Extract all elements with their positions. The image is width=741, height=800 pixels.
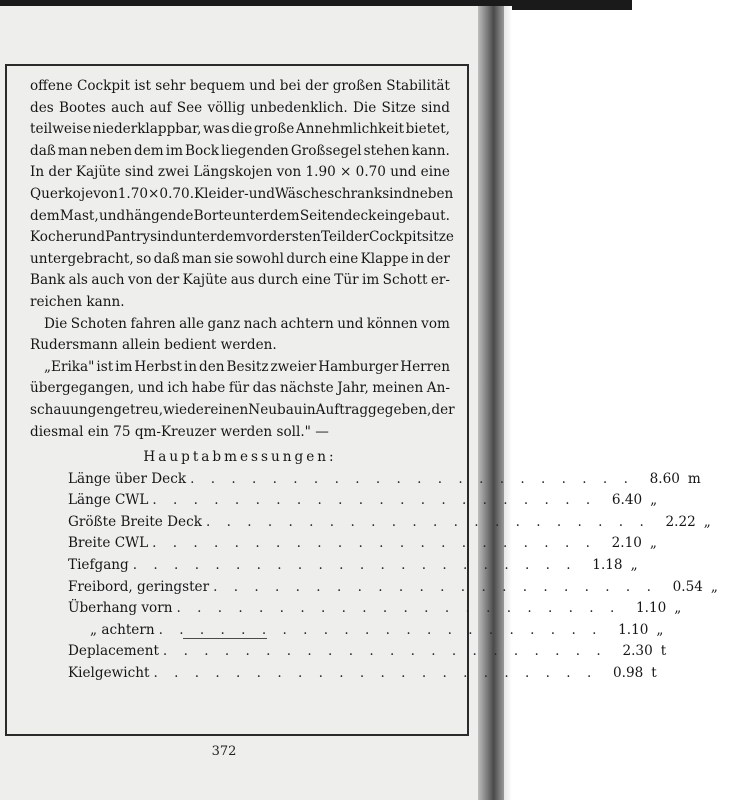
- word: im: [115, 358, 133, 375]
- word: gegeben,: [368, 401, 432, 418]
- word: liegenden: [221, 142, 289, 159]
- dimension-label: „ achtern: [90, 621, 155, 638]
- dimension-value: 1.10: [618, 621, 649, 638]
- text-line: [30, 227, 454, 249]
- word: Tür: [334, 272, 359, 289]
- word: und: [249, 78, 276, 94]
- word: In: [30, 164, 45, 181]
- word: und: [337, 315, 364, 332]
- word: durch: [286, 250, 327, 267]
- word: in: [411, 250, 425, 267]
- word: man: [57, 142, 88, 159]
- word: ×: [148, 185, 160, 202]
- text-line: [30, 184, 454, 206]
- text-line: [30, 357, 450, 379]
- word: für: [228, 380, 250, 397]
- word: durch: [257, 272, 299, 289]
- word: fahren: [130, 315, 176, 332]
- word: und: [137, 380, 164, 397]
- word: sind: [124, 164, 154, 181]
- word: Herren: [400, 358, 450, 375]
- word: „Erika": [44, 358, 95, 375]
- word: der: [305, 78, 329, 94]
- word: Großsegel: [290, 142, 362, 159]
- word: wieder: [163, 401, 211, 418]
- dimension-label: Kielgewicht: [68, 665, 150, 682]
- dimension-row: [68, 598, 682, 620]
- word: bei: [279, 78, 301, 94]
- text-line: [30, 249, 450, 271]
- word: zweier: [270, 358, 317, 375]
- word: offene: [30, 78, 73, 94]
- section-end-rule: [183, 638, 267, 639]
- word: achtern: [280, 315, 334, 332]
- word: auf: [149, 99, 172, 116]
- word: Auftrag: [315, 401, 369, 418]
- word: Annehmlichkeit: [295, 121, 405, 138]
- word: große: [253, 121, 295, 138]
- word: Sitze: [381, 99, 416, 116]
- word: nächste: [279, 380, 334, 397]
- dot-leader: . . . . . . . . . . . . . . . . . . . . . .: [162, 643, 607, 660]
- word: auch: [111, 99, 145, 116]
- dimension-unit: „: [674, 600, 682, 617]
- dimension-value: 8.60: [649, 470, 680, 487]
- word: von: [276, 164, 302, 181]
- dimension-label: Überhang vorn: [68, 600, 173, 617]
- word: ×: [340, 164, 352, 181]
- word: Längskojen: [193, 164, 273, 181]
- word: habe: [191, 380, 226, 397]
- word: Die: [352, 99, 377, 116]
- dimension-label: Deplacement: [68, 643, 159, 660]
- dimension-row: [68, 641, 667, 663]
- dimension-row: [68, 490, 658, 512]
- word: der: [48, 164, 72, 181]
- word: Bootes: [59, 99, 106, 116]
- dimensions-table: [68, 469, 718, 685]
- word: hängende: [125, 207, 194, 224]
- word: Schott: [382, 272, 428, 289]
- word: und: [390, 164, 417, 181]
- word: ganz: [207, 315, 241, 332]
- text-line: [30, 141, 450, 163]
- word: Hamburger: [318, 358, 399, 375]
- word: Kocher: [30, 229, 79, 246]
- word: können: [366, 315, 418, 332]
- dimension-label: Länge CWL: [68, 492, 149, 509]
- word: ist: [96, 358, 114, 375]
- dimension-value: 2.30: [622, 643, 653, 660]
- word: einen: [210, 401, 249, 418]
- word: alle: [179, 315, 204, 332]
- dimension-unit: t: [651, 665, 657, 682]
- paragraph-schoten: [30, 314, 450, 357]
- dimension-unit: „: [649, 535, 657, 552]
- dimension-unit: „: [703, 513, 711, 530]
- word: Wäscheschrank: [274, 185, 383, 202]
- word: Seitendeck: [299, 207, 377, 224]
- word: der: [155, 272, 180, 289]
- word: getreu,: [113, 401, 164, 418]
- dimension-unit: „: [630, 557, 638, 574]
- word: dem: [134, 142, 164, 159]
- text-line: [30, 162, 450, 184]
- word: in: [183, 358, 198, 375]
- word: eingebaut.: [376, 207, 450, 224]
- word: bietet,: [405, 121, 450, 138]
- word: Bock: [185, 142, 220, 159]
- word: 0.70: [355, 164, 386, 181]
- word: so: [136, 250, 152, 267]
- dimension-unit: m: [687, 470, 701, 487]
- dimension-label: Länge über Deck: [68, 470, 187, 487]
- word: dem: [269, 207, 300, 224]
- word: eine: [329, 250, 359, 267]
- dot-leader: . . . . . . . . . . . . . . . . . . . . . .: [132, 557, 577, 574]
- text-line: [30, 378, 450, 400]
- word: den: [199, 358, 225, 375]
- word: Cockpit: [76, 78, 130, 94]
- word: sind: [382, 185, 411, 202]
- text-line: [30, 76, 450, 98]
- word: Borte: [193, 207, 232, 224]
- dot-leader: . . . . . . . . . . . . . . . . . . . . . .: [190, 470, 634, 487]
- text-line: diesmal ein 75 qm-Kreuzer werden soll." —: [30, 423, 329, 440]
- dimension-label: Freibord, geringster: [68, 578, 210, 595]
- word: Herbst: [134, 358, 182, 375]
- word: niederklappbar,: [92, 121, 202, 138]
- word: 1.90: [305, 164, 336, 181]
- text-line: Rudersmann allein bedient werden.: [30, 337, 277, 354]
- word: und: [99, 207, 126, 224]
- word: was: [202, 121, 230, 138]
- text-line: reichen kann.: [30, 293, 125, 310]
- dimension-value: 2.10: [611, 535, 642, 552]
- word: Kleider-: [194, 185, 249, 202]
- word: nach: [243, 315, 277, 332]
- text-line: [30, 98, 450, 120]
- word: ist: [134, 78, 151, 94]
- word: 0.70.: [159, 185, 195, 202]
- word: eine: [301, 272, 331, 289]
- word: Querkoje: [30, 185, 94, 202]
- word: kann.: [411, 142, 450, 159]
- word: und: [78, 229, 106, 246]
- word: Klappe: [360, 250, 409, 267]
- word: neben: [410, 185, 454, 202]
- dimension-value: 1.10: [636, 600, 667, 617]
- word: Stabilität: [386, 78, 450, 94]
- dimension-value: 1.18: [592, 557, 623, 574]
- text-line: [30, 206, 450, 228]
- dot-leader: . . . . . . . . . . . . . . . . . . . . . .: [213, 578, 657, 595]
- word: auch: [91, 272, 125, 289]
- word: man: [181, 250, 212, 267]
- page-number: 372: [211, 744, 237, 759]
- dimension-label: Tiefgang: [68, 557, 129, 574]
- word: die: [231, 121, 253, 138]
- word: schauungen: [30, 401, 114, 418]
- paragraph-cockpit: [30, 76, 454, 314]
- word: er-: [430, 272, 450, 289]
- word: übergegangen,: [30, 380, 135, 397]
- word: in: [302, 401, 316, 418]
- word: sind: [150, 229, 179, 246]
- dimension-value: 0.98: [613, 665, 644, 682]
- dimensions-heading: Hauptabmessungen:: [143, 449, 337, 466]
- word: unter: [232, 207, 270, 224]
- word: vom: [421, 315, 450, 332]
- word: See: [176, 99, 203, 116]
- word: völlig: [207, 99, 246, 116]
- word: daß: [153, 250, 180, 267]
- dimension-unit: „: [650, 492, 658, 509]
- word: aus: [230, 272, 255, 289]
- word: großen: [332, 78, 382, 94]
- dimension-value: 0.54: [672, 578, 703, 595]
- word: Pantry: [105, 229, 151, 246]
- word: als: [68, 272, 88, 289]
- dot-leader: . . . . . . . . . . . . . . . . . . . . . .: [152, 535, 596, 552]
- word: und: [248, 185, 275, 202]
- word: eine: [420, 164, 450, 181]
- word: Schoten: [70, 315, 127, 332]
- word: des: [30, 99, 54, 116]
- word: vordersten: [246, 229, 321, 246]
- word: Mast,: [59, 207, 99, 224]
- word: Die: [44, 315, 68, 332]
- dimension-row: [68, 663, 657, 685]
- word: dem: [216, 229, 247, 246]
- word: daß: [30, 142, 56, 159]
- dimension-label: Größte Breite Deck: [68, 513, 202, 530]
- word: bequem: [189, 78, 245, 94]
- dimension-row: [68, 469, 701, 491]
- dot-leader: . . . . . . . . . . . . . . . . . . . . . .: [205, 513, 650, 530]
- dimension-label: Breite CWL: [68, 535, 149, 552]
- word: Jahr,: [337, 380, 369, 397]
- word: der: [426, 250, 450, 267]
- word: dem: [30, 207, 60, 224]
- dimension-unit: „: [656, 621, 664, 638]
- word: das: [252, 380, 277, 397]
- word: sind: [421, 99, 450, 116]
- dimension-row: [68, 555, 638, 577]
- word: Cockpitsitze: [368, 229, 454, 246]
- word: teilweise: [30, 121, 92, 138]
- word: Kajüte: [75, 164, 121, 181]
- word: ich: [167, 380, 189, 397]
- text-line: [30, 400, 455, 422]
- dot-leader: . . . . . . . . . . . . . . . . . . . . . .: [153, 665, 598, 682]
- word: Teil: [320, 229, 346, 246]
- dimension-row: [68, 512, 711, 534]
- word: von: [93, 185, 118, 202]
- word: Besitz: [226, 358, 269, 375]
- dot-leader: . . . . . . . . . . . . . . . . . . . . . .: [176, 600, 621, 617]
- word: von: [127, 272, 153, 289]
- dimension-value: 2.22: [665, 513, 696, 530]
- word: Neubau: [248, 401, 303, 418]
- paragraph-erika: [30, 357, 455, 443]
- word: der: [431, 401, 455, 418]
- word: sie: [214, 250, 234, 267]
- dimension-value: 6.40: [611, 492, 643, 509]
- text-line: [30, 314, 450, 336]
- word: sowohl: [235, 250, 284, 267]
- word: zwei: [157, 164, 190, 181]
- word: im: [362, 272, 380, 289]
- word: stehen: [363, 142, 410, 159]
- word: 1.70: [117, 185, 149, 202]
- dimension-row: [68, 533, 657, 555]
- word: unbedenklich.: [250, 99, 348, 116]
- word: meinen: [372, 380, 424, 397]
- dimension-unit: „: [710, 578, 718, 595]
- word: im: [165, 142, 183, 159]
- word: unter: [178, 229, 217, 246]
- word: neben: [89, 142, 133, 159]
- word: untergebracht,: [30, 250, 134, 267]
- dot-leader: . . . . . . . . . . . . . . . . . . . . . .: [158, 621, 603, 638]
- word: An-: [426, 380, 450, 397]
- word: der: [345, 229, 369, 246]
- dot-leader: . . . . . . . . . . . . . . . . . . . . . .: [152, 492, 597, 509]
- text-line: [30, 270, 450, 292]
- word: Bank: [30, 272, 66, 289]
- word: sehr: [155, 78, 186, 94]
- page-text: [30, 76, 718, 685]
- word: Kajüte: [182, 272, 228, 289]
- dimension-unit: t: [660, 643, 667, 660]
- dimension-row: [68, 577, 718, 599]
- text-line: [30, 119, 450, 141]
